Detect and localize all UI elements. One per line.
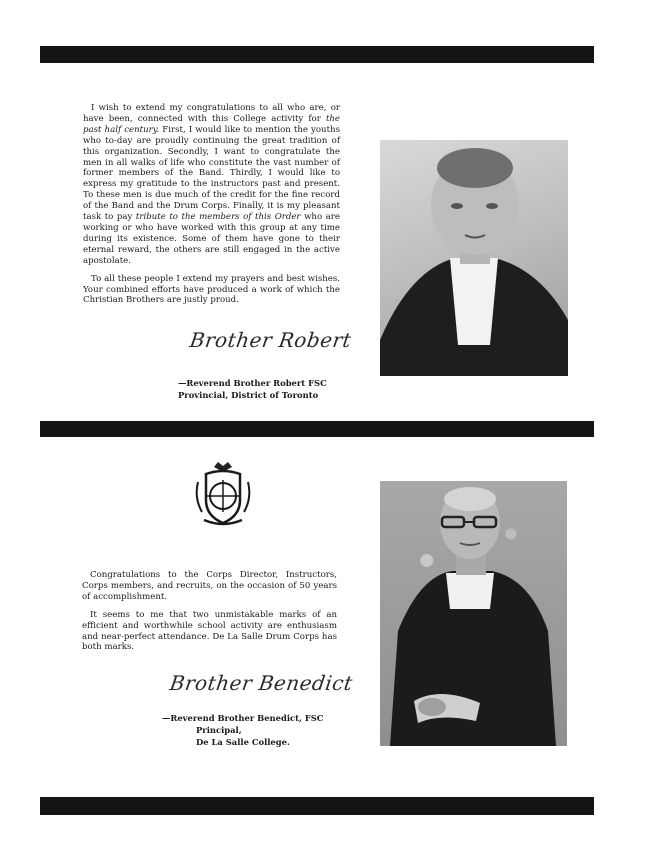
bottom-divider-bar <box>40 797 594 815</box>
message-provincial <box>83 103 340 313</box>
message-paragraph <box>83 103 340 267</box>
credit-name: —Reverend Brother Robert FSC <box>178 378 327 388</box>
signature-brother-robert: Brother Robert <box>188 328 353 352</box>
credit-block-benedict <box>162 712 323 748</box>
text-run: who are working or who have worked with this group at any time during its existence. Some of them have gone to their eternal reward, the others are still engaged in the active apostolate. <box>83 212 340 266</box>
top-divider-bar <box>40 46 594 63</box>
portrait-figure <box>380 481 567 746</box>
message-paragraph: It seems to me that two unmistakable marks of an efficient and worthwhile school activity are enthusiasm and near-perfect attendance. De La Salle Drum Corps has both marks. <box>82 609 337 653</box>
message-paragraph: Congratulations to the Corps Director, Instructors, Corps members, and recruits, on the occasion of 50 years of accomplishment. <box>82 570 337 602</box>
text-run: I wish to extend my congratulations to all who are, or have been, connected with this College activity for <box>83 103 340 124</box>
college-crest-icon <box>192 460 254 528</box>
italic-text-run: the past half century. <box>83 113 341 135</box>
text-run: First, I would like to mention the youths who to-day are proudly continuing the great tradition of this organization. Secondly, I want to congratulate the men in all walks of life who constitute the vast number of former members of the Band. Thirdly, I would like to express my gratitude to the instructors past and present. To these men is due much of the credit for the fine record of the Band and the Drum Corps. Finally, it is my pleasant task to pay <box>83 124 340 223</box>
credit-title: Provincial, District of Toronto <box>178 390 319 400</box>
credit-title: Principal, <box>196 725 242 735</box>
message-paragraph: To all these people I extend my prayers and best wishes. Your combined efforts have produced a work of which the Christian Brothers are justly proud. <box>83 273 340 306</box>
credit-institution: De La Salle College. <box>196 737 290 747</box>
italic-text-run: tribute to the members of this Order <box>135 212 301 223</box>
credit-block-robert <box>178 377 327 401</box>
credit-name: —Reverend Brother Benedict, FSC <box>162 713 324 723</box>
portrait-figure <box>380 140 568 376</box>
middle-divider-bar <box>40 421 594 437</box>
signature-brother-benedict: Brother Benedict <box>168 671 355 695</box>
portrait-photo-brother-robert <box>380 140 568 376</box>
message-principal <box>82 570 337 660</box>
portrait-photo-brother-benedict <box>380 481 567 746</box>
